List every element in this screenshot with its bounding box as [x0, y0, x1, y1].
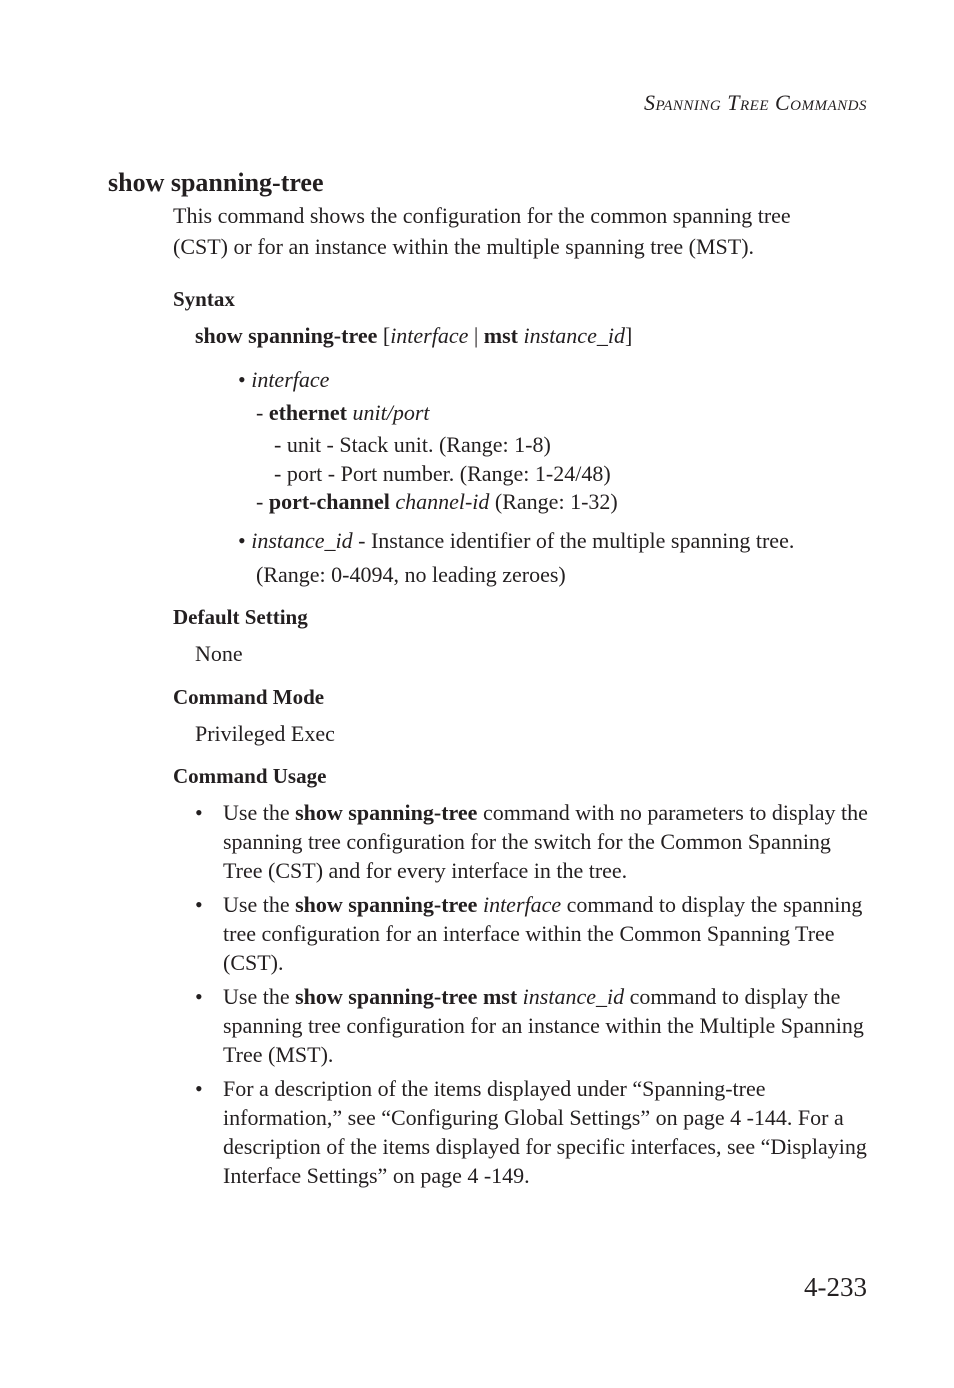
intro-line-2: (CST) or for an instance within the multiple spanning tree (MST).: [173, 234, 755, 259]
port-description: port - Port number. (Range: 1-24/48): [286, 461, 611, 486]
syntax-port-line: [274, 458, 611, 489]
bullet-dot: •: [195, 984, 203, 1009]
bullet-instance-description: - Instance identifier of the multiple spanning tree.: [352, 528, 795, 553]
item-argument: instance_id: [517, 984, 625, 1009]
portchannel-arg: channel-id: [395, 489, 490, 514]
item-text: Use the: [223, 800, 296, 825]
bullet-dot: •: [238, 367, 246, 392]
syntax-close-bracket: ]: [624, 323, 633, 348]
dash: -: [274, 461, 287, 486]
dash: -: [274, 432, 287, 457]
bullet-dot: •: [195, 892, 203, 917]
bullet-interface-label: interface: [251, 367, 330, 392]
bullet-dot: •: [195, 800, 203, 825]
portchannel-range: (Range: 1-32): [489, 489, 618, 514]
page-number: 4-233: [804, 1272, 867, 1302]
list-item: [195, 890, 875, 977]
item-text: command with no parameters to display the spanning tree configuration for the switch for the Common Spanning Tree (CST) and for every interface in the tree.: [223, 800, 868, 883]
bullet-instance-label: instance_id: [251, 528, 353, 553]
portchannel-keyword: port-channel: [268, 489, 390, 514]
list-item: [195, 798, 875, 885]
item-command: show spanning-tree: [295, 800, 478, 825]
item-text: command to display the spanning tree configuration for an interface within the Common Spanning Tree (CST).: [223, 892, 863, 975]
intro-line-1: This command shows the configuration for the common spanning tree: [173, 203, 791, 228]
item-text: command to display the spanning tree configuration for an instance within the Multiple Spanning Tree (MST).: [223, 984, 864, 1067]
syntax-ethernet-line: [256, 397, 430, 428]
item-text: Use the: [223, 892, 296, 917]
syntax-arg-instance: instance_id: [523, 323, 625, 348]
syntax-arg-interface: interface: [390, 323, 469, 348]
item-command: show spanning-tree: [295, 892, 478, 917]
command-usage-list: [195, 798, 875, 1195]
syntax-line: [195, 320, 632, 351]
unit-description: unit - Stack unit. (Range: 1-8): [286, 432, 551, 457]
syntax-command: show spanning-tree: [195, 323, 378, 348]
syntax-bullet-interface: [238, 364, 329, 395]
bullet-dot: •: [195, 1076, 203, 1101]
syntax-unit-line: [274, 429, 551, 460]
section-title: show spanning-tree: [108, 168, 324, 197]
list-item: [195, 982, 875, 1069]
ethernet-arg: unit/port: [352, 400, 430, 425]
syntax-instance-range: (Range: 0-4094, no leading zeroes): [256, 562, 566, 587]
running-header: Spanning Tree Commands: [644, 90, 867, 115]
item-text: Use the: [223, 984, 296, 1009]
list-item: [195, 1074, 875, 1190]
dash: -: [256, 400, 269, 425]
ethernet-keyword: ethernet: [268, 400, 348, 425]
default-setting-value: None: [195, 641, 243, 666]
syntax-bullet-instance: [238, 525, 794, 556]
syntax-heading: Syntax: [173, 287, 235, 311]
command-usage-heading: Command Usage: [173, 764, 327, 788]
syntax-portchannel-line: [256, 486, 618, 517]
syntax-kw-mst: mst: [483, 323, 519, 348]
bullet-dot: •: [238, 528, 246, 553]
dash: -: [256, 489, 269, 514]
command-mode-value: Privileged Exec: [195, 721, 335, 746]
syntax-separator: |: [468, 323, 484, 348]
item-command: show spanning-tree mst: [295, 984, 518, 1009]
command-mode-heading: Command Mode: [173, 685, 325, 709]
syntax-open-bracket: [: [377, 323, 391, 348]
item-argument: interface: [477, 892, 562, 917]
item-text: For a description of the items displayed under “Spanning-tree information,” see “Configuring Global Settings” on page 4 -144. For a description of the items displayed for specific interfaces, see “Displaying Interface Settings” on page 4 -149.: [223, 1076, 867, 1188]
default-setting-heading: Default Setting: [173, 605, 308, 629]
